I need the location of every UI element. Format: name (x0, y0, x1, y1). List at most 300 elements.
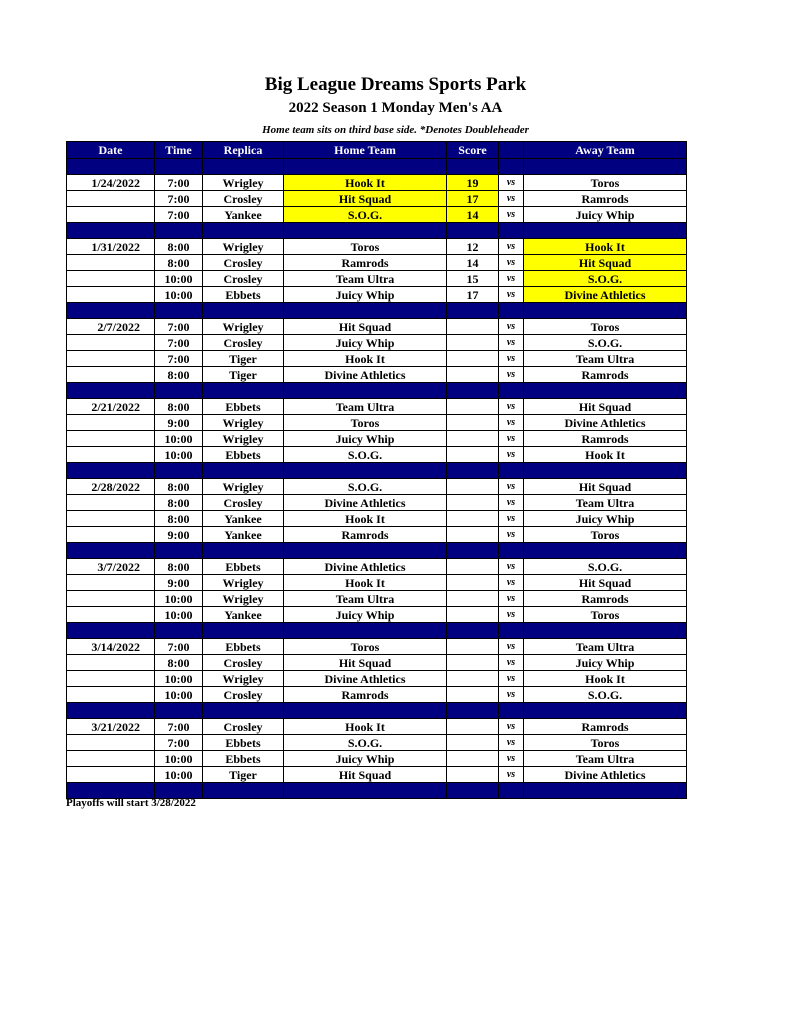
home-score (447, 639, 499, 655)
column-header-vs (499, 142, 524, 159)
game-row (67, 255, 687, 271)
separator-cell (67, 463, 155, 479)
game-date: 2/7/2022 (67, 319, 155, 335)
game-field: Wrigley (203, 575, 284, 591)
home-team: Toros (284, 239, 447, 255)
vs-label: vs (499, 191, 524, 207)
separator-cell (499, 543, 524, 559)
game-row (67, 575, 687, 591)
game-time: 10:00 (155, 751, 203, 767)
game-field: Crosley (203, 655, 284, 671)
game-row (67, 591, 687, 607)
away-team: Ramrods (524, 191, 687, 207)
away-team: Team Ultra (524, 751, 687, 767)
separator-cell (203, 463, 284, 479)
game-row (67, 559, 687, 575)
away-team: Hit Squad (524, 479, 687, 495)
separator-cell (155, 543, 203, 559)
game-date (67, 751, 155, 767)
separator-cell (524, 543, 687, 559)
away-team: Hook It (524, 447, 687, 463)
game-time: 10:00 (155, 431, 203, 447)
vs-label: vs (499, 767, 524, 783)
vs-label: vs (499, 511, 524, 527)
home-score (447, 367, 499, 383)
game-date (67, 607, 155, 623)
vs-label: vs (499, 639, 524, 655)
game-row (67, 735, 687, 751)
game-date (67, 687, 155, 703)
column-header-away-team: Away Team (524, 142, 687, 159)
home-team: Hook It (284, 175, 447, 191)
game-date (67, 335, 155, 351)
separator-cell (447, 223, 499, 239)
separator-cell (524, 223, 687, 239)
home-score (447, 671, 499, 687)
away-team: S.O.G. (524, 559, 687, 575)
game-date (67, 591, 155, 607)
home-team: Hit Squad (284, 191, 447, 207)
vs-label: vs (499, 607, 524, 623)
home-score (447, 751, 499, 767)
vs-label: vs (499, 671, 524, 687)
game-time: 8:00 (155, 559, 203, 575)
vs-label: vs (499, 415, 524, 431)
game-date (67, 367, 155, 383)
vs-label: vs (499, 655, 524, 671)
game-date (67, 447, 155, 463)
vs-label: vs (499, 351, 524, 367)
home-score (447, 591, 499, 607)
vs-label: vs (499, 431, 524, 447)
game-date (67, 527, 155, 543)
game-field: Ebbets (203, 447, 284, 463)
schedule-table (66, 141, 687, 799)
home-score (447, 575, 499, 591)
home-team: Hook It (284, 719, 447, 735)
separator-cell (67, 703, 155, 719)
game-time: 10:00 (155, 687, 203, 703)
away-team: S.O.G. (524, 687, 687, 703)
game-date (67, 415, 155, 431)
separator-cell (203, 783, 284, 799)
game-row (67, 367, 687, 383)
game-time: 7:00 (155, 639, 203, 655)
game-field: Wrigley (203, 175, 284, 191)
vs-label: vs (499, 719, 524, 735)
game-field: Yankee (203, 607, 284, 623)
separator-cell (284, 623, 447, 639)
vs-label: vs (499, 479, 524, 495)
home-team: Ramrods (284, 255, 447, 271)
home-team: Hook It (284, 575, 447, 591)
separator-cell (447, 623, 499, 639)
game-time: 10:00 (155, 591, 203, 607)
separator-cell (447, 783, 499, 799)
away-team: Divine Athletics (524, 287, 687, 303)
home-team: Hit Squad (284, 319, 447, 335)
game-time: 7:00 (155, 175, 203, 191)
game-field: Yankee (203, 511, 284, 527)
vs-label: vs (499, 495, 524, 511)
game-row (67, 415, 687, 431)
home-score (447, 735, 499, 751)
game-time: 8:00 (155, 239, 203, 255)
away-team: S.O.G. (524, 335, 687, 351)
game-time: 8:00 (155, 367, 203, 383)
home-score (447, 767, 499, 783)
game-row (67, 639, 687, 655)
separator-cell (203, 223, 284, 239)
game-time: 9:00 (155, 575, 203, 591)
away-team: Toros (524, 527, 687, 543)
home-score: 14 (447, 255, 499, 271)
home-team: Ramrods (284, 687, 447, 703)
game-row (67, 319, 687, 335)
week-separator (67, 463, 687, 479)
home-score (447, 655, 499, 671)
separator-cell (67, 223, 155, 239)
away-team: Toros (524, 607, 687, 623)
game-field: Wrigley (203, 671, 284, 687)
game-row (67, 527, 687, 543)
home-team: Juicy Whip (284, 431, 447, 447)
game-date (67, 575, 155, 591)
vs-label: vs (499, 447, 524, 463)
week-separator (67, 223, 687, 239)
game-time: 7:00 (155, 319, 203, 335)
week-separator (67, 303, 687, 319)
game-date: 1/24/2022 (67, 175, 155, 191)
separator-cell (499, 223, 524, 239)
separator-cell (284, 159, 447, 175)
separator-cell (447, 159, 499, 175)
game-time: 8:00 (155, 495, 203, 511)
game-time: 8:00 (155, 255, 203, 271)
separator-cell (155, 159, 203, 175)
separator-cell (203, 543, 284, 559)
vs-label: vs (499, 591, 524, 607)
home-team: Juicy Whip (284, 335, 447, 351)
separator-cell (447, 463, 499, 479)
separator-cell (155, 383, 203, 399)
separator-cell (67, 543, 155, 559)
game-date (67, 671, 155, 687)
away-team: Ramrods (524, 431, 687, 447)
separator-cell (284, 303, 447, 319)
game-time: 8:00 (155, 479, 203, 495)
separator-cell (203, 703, 284, 719)
separator-cell (203, 303, 284, 319)
game-row (67, 671, 687, 687)
separator-cell (524, 159, 687, 175)
game-time: 10:00 (155, 271, 203, 287)
game-time: 9:00 (155, 527, 203, 543)
game-date: 2/28/2022 (67, 479, 155, 495)
game-time: 8:00 (155, 399, 203, 415)
game-time: 8:00 (155, 511, 203, 527)
game-date (67, 511, 155, 527)
game-field: Ebbets (203, 559, 284, 575)
game-field: Yankee (203, 527, 284, 543)
separator-cell (499, 623, 524, 639)
away-team: Hook It (524, 239, 687, 255)
separator-cell (524, 623, 687, 639)
game-date: 2/21/2022 (67, 399, 155, 415)
separator-cell (284, 223, 447, 239)
separator-cell (67, 303, 155, 319)
home-team: Team Ultra (284, 271, 447, 287)
game-time: 7:00 (155, 335, 203, 351)
home-team: Hit Squad (284, 655, 447, 671)
game-date (67, 287, 155, 303)
home-team: Ramrods (284, 527, 447, 543)
home-score (447, 399, 499, 415)
separator-cell (155, 463, 203, 479)
column-header-home-team: Home Team (284, 142, 447, 159)
away-team: Hit Squad (524, 575, 687, 591)
home-score (447, 431, 499, 447)
vs-label: vs (499, 175, 524, 191)
home-score (447, 719, 499, 735)
game-row (67, 767, 687, 783)
separator-cell (155, 223, 203, 239)
separator-cell (203, 159, 284, 175)
game-time: 7:00 (155, 207, 203, 223)
away-team: Team Ultra (524, 639, 687, 655)
game-row (67, 511, 687, 527)
game-date (67, 351, 155, 367)
vs-label: vs (499, 367, 524, 383)
column-header-time: Time (155, 142, 203, 159)
game-field: Wrigley (203, 415, 284, 431)
home-team: Divine Athletics (284, 367, 447, 383)
game-field: Wrigley (203, 479, 284, 495)
away-team: Ramrods (524, 719, 687, 735)
separator-cell (447, 543, 499, 559)
game-time: 9:00 (155, 415, 203, 431)
game-row (67, 271, 687, 287)
home-score: 15 (447, 271, 499, 287)
game-date (67, 207, 155, 223)
vs-label: vs (499, 287, 524, 303)
game-field: Ebbets (203, 735, 284, 751)
away-team: Team Ultra (524, 495, 687, 511)
game-date (67, 495, 155, 511)
away-team: Toros (524, 735, 687, 751)
vs-label: vs (499, 319, 524, 335)
separator-cell (284, 543, 447, 559)
home-score: 19 (447, 175, 499, 191)
home-score (447, 351, 499, 367)
home-team: S.O.G. (284, 207, 447, 223)
game-field: Crosley (203, 687, 284, 703)
game-field: Tiger (203, 351, 284, 367)
separator-cell (284, 703, 447, 719)
separator-cell (499, 383, 524, 399)
away-team: Juicy Whip (524, 655, 687, 671)
home-score (447, 319, 499, 335)
home-score (447, 415, 499, 431)
home-score (447, 607, 499, 623)
game-date (67, 767, 155, 783)
page-title: Big League Dreams Sports Park (264, 74, 527, 95)
game-row (67, 687, 687, 703)
game-row (67, 495, 687, 511)
separator-cell (67, 383, 155, 399)
home-team: S.O.G. (284, 447, 447, 463)
game-row (67, 287, 687, 303)
game-field: Ebbets (203, 751, 284, 767)
game-field: Crosley (203, 191, 284, 207)
home-score (447, 511, 499, 527)
game-date (67, 191, 155, 207)
game-field: Wrigley (203, 319, 284, 335)
game-field: Wrigley (203, 591, 284, 607)
away-team: Juicy Whip (524, 207, 687, 223)
home-score (447, 479, 499, 495)
away-team: Toros (524, 319, 687, 335)
column-header-date: Date (67, 142, 155, 159)
home-score: 17 (447, 191, 499, 207)
home-team: Divine Athletics (284, 495, 447, 511)
home-team: Juicy Whip (284, 287, 447, 303)
away-team: Toros (524, 175, 687, 191)
game-row (67, 191, 687, 207)
game-field: Ebbets (203, 639, 284, 655)
away-team: Divine Athletics (524, 767, 687, 783)
game-time: 7:00 (155, 735, 203, 751)
away-team: Divine Athletics (524, 415, 687, 431)
playoffs-note: Playoffs will start 3/28/2022 (66, 797, 196, 809)
vs-label: vs (499, 735, 524, 751)
home-score (447, 559, 499, 575)
separator-cell (499, 159, 524, 175)
away-team: Juicy Whip (524, 511, 687, 527)
separator-cell (203, 623, 284, 639)
home-score (447, 335, 499, 351)
game-row (67, 239, 687, 255)
game-time: 10:00 (155, 447, 203, 463)
game-row (67, 751, 687, 767)
home-team: S.O.G. (284, 735, 447, 751)
away-team: Hit Squad (524, 399, 687, 415)
separator-cell (447, 303, 499, 319)
home-team: Team Ultra (284, 591, 447, 607)
away-team: Hit Squad (524, 255, 687, 271)
home-score (447, 447, 499, 463)
away-team: Hook It (524, 671, 687, 687)
game-row (67, 351, 687, 367)
home-score: 12 (447, 239, 499, 255)
vs-label: vs (499, 399, 524, 415)
header-row (67, 142, 687, 159)
separator-cell (155, 303, 203, 319)
game-time: 10:00 (155, 607, 203, 623)
home-team: S.O.G. (284, 479, 447, 495)
vs-label: vs (499, 271, 524, 287)
separator-cell (499, 783, 524, 799)
game-time: 7:00 (155, 351, 203, 367)
separator-cell (284, 463, 447, 479)
schedule-note: Home team sits on third base side. *Denotes Doubleheader (262, 124, 529, 136)
game-field: Crosley (203, 271, 284, 287)
game-row (67, 175, 687, 191)
game-date: 3/21/2022 (67, 719, 155, 735)
week-separator (67, 383, 687, 399)
separator-cell (447, 703, 499, 719)
separator-cell (524, 463, 687, 479)
home-team: Juicy Whip (284, 751, 447, 767)
vs-label: vs (499, 335, 524, 351)
game-field: Ebbets (203, 399, 284, 415)
game-date (67, 655, 155, 671)
game-row (67, 207, 687, 223)
game-field: Yankee (203, 207, 284, 223)
game-time: 10:00 (155, 767, 203, 783)
game-row (67, 607, 687, 623)
game-field: Tiger (203, 367, 284, 383)
separator-cell (524, 383, 687, 399)
game-field: Crosley (203, 719, 284, 735)
game-time: 7:00 (155, 719, 203, 735)
home-score (447, 687, 499, 703)
home-team: Divine Athletics (284, 559, 447, 575)
separator-cell (447, 383, 499, 399)
home-team: Juicy Whip (284, 607, 447, 623)
home-team: Toros (284, 639, 447, 655)
game-row (67, 399, 687, 415)
week-separator (67, 543, 687, 559)
separator-cell (67, 159, 155, 175)
vs-label: vs (499, 687, 524, 703)
separator-cell (155, 623, 203, 639)
game-date (67, 431, 155, 447)
separator-cell (499, 303, 524, 319)
game-field: Wrigley (203, 239, 284, 255)
home-team: Hit Squad (284, 767, 447, 783)
vs-label: vs (499, 751, 524, 767)
game-time: 10:00 (155, 671, 203, 687)
vs-label: vs (499, 255, 524, 271)
game-time: 10:00 (155, 287, 203, 303)
game-row (67, 479, 687, 495)
vs-label: vs (499, 239, 524, 255)
home-score: 17 (447, 287, 499, 303)
game-date: 1/31/2022 (67, 239, 155, 255)
game-field: Crosley (203, 335, 284, 351)
game-date: 3/14/2022 (67, 639, 155, 655)
separator-cell (284, 783, 447, 799)
home-score (447, 495, 499, 511)
game-field: Crosley (203, 255, 284, 271)
home-team: Team Ultra (284, 399, 447, 415)
separator-cell (499, 703, 524, 719)
game-date (67, 735, 155, 751)
game-row (67, 447, 687, 463)
away-team: Ramrods (524, 367, 687, 383)
separator-cell (284, 383, 447, 399)
game-field: Wrigley (203, 431, 284, 447)
game-field: Ebbets (203, 287, 284, 303)
game-time: 7:00 (155, 191, 203, 207)
game-field: Crosley (203, 495, 284, 511)
week-separator (67, 703, 687, 719)
week-separator (67, 159, 687, 175)
home-team: Divine Athletics (284, 671, 447, 687)
separator-cell (524, 303, 687, 319)
home-score: 14 (447, 207, 499, 223)
